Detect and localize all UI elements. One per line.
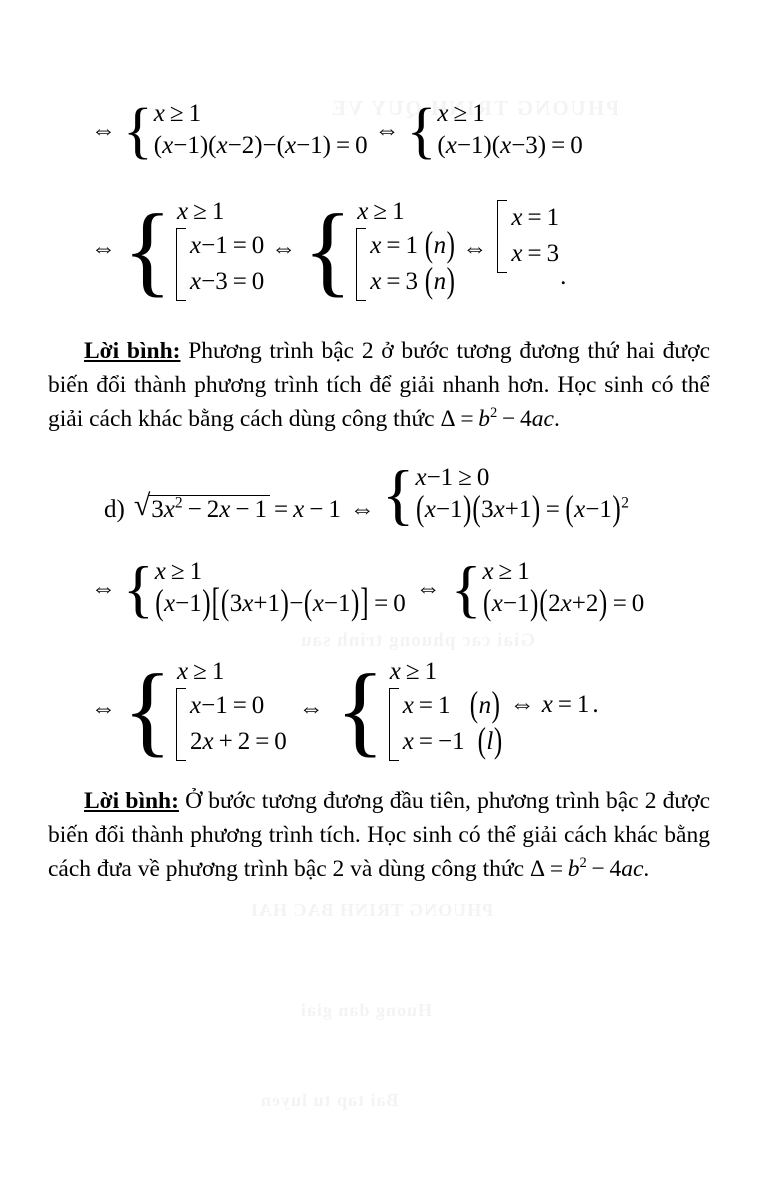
- system-3a: [381, 456, 629, 533]
- period: .: [560, 262, 567, 290]
- iff-symbol-8: ⇔: [415, 574, 441, 602]
- system-row: x−1 ≥ 0: [415, 464, 490, 491]
- radical-icon: √: [133, 488, 151, 522]
- system-4a: [123, 553, 406, 625]
- system-2a: [123, 193, 265, 307]
- bracket-row: x−1 = 0: [189, 232, 265, 259]
- system-row: (x−1)(2x+2) = 0: [482, 583, 645, 623]
- bracket-row: x−1 = 0: [189, 692, 265, 719]
- bracket-row: 2x + 2 = 0: [189, 728, 287, 756]
- delta-formula: $\Delta = b^2 - 4ac$: [440, 405, 554, 432]
- comment-text-tail: .: [643, 856, 650, 882]
- delta-formula: $\Delta = b^2 - 4ac$: [529, 855, 644, 882]
- equation-block-5: [84, 653, 599, 767]
- comment-paragraph-1: [48, 334, 710, 436]
- bracket-bar: [356, 228, 366, 301]
- equation-block-1: [84, 96, 583, 165]
- system-row: x ≥ 1: [389, 658, 438, 685]
- system-2b: [303, 193, 455, 307]
- or-bracket: [353, 225, 455, 302]
- system-1b: [406, 96, 583, 165]
- comment-paragraph-2: [48, 784, 710, 886]
- iff-symbol-4: ⇔: [271, 234, 297, 262]
- equation-block-3: [104, 456, 629, 533]
- comment-text: Ở bước tương đương đầu tiên, phương trình bậc 2 được biến đổi thành phương trình tích. Học sinh có thể giải cách khác bằng cách đưa về phương trình bậc 2 và dùng công thức: [48, 788, 711, 882]
- system-5a: [123, 653, 287, 767]
- bracket-bar: [389, 688, 399, 761]
- equation-block-2: [84, 193, 567, 307]
- brace-icon: {: [450, 553, 482, 625]
- equation-block-4: [84, 553, 645, 625]
- brace-icon: {: [381, 456, 415, 533]
- brace-icon: {: [123, 193, 172, 307]
- brace-icon: {: [123, 553, 154, 625]
- iff-symbol-1: ⇔: [91, 116, 116, 144]
- bracket-bar: [176, 228, 186, 301]
- bracket-row: x = −1 (l): [402, 721, 503, 762]
- system-row: (x−1)[(3x+1)−(x−1)] = 0: [155, 582, 406, 625]
- comment-text: Phương trình bậc 2 ở bước tương đương thứ hai được biến đổi thành phương trình tích để giải nhanh hơn. Học sinh có thể giải cách khác bằng cách dùng công thức: [48, 338, 710, 432]
- bleed-through-text: [250, 900, 493, 921]
- iff-symbol-10: ⇔: [298, 694, 324, 722]
- item-label-d: d): [104, 496, 125, 523]
- bracket-row: x−3 = 0: [189, 268, 265, 296]
- brace-icon: {: [335, 653, 385, 767]
- iff-symbol-2: ⇔: [374, 116, 400, 144]
- comment-label: Lời bình:: [84, 338, 181, 364]
- iff-symbol-7: ⇔: [91, 574, 116, 602]
- bracket-row: x = 1: [511, 204, 560, 231]
- system-5b: [335, 653, 503, 767]
- brace-icon: {: [123, 96, 153, 165]
- brace-icon: {: [123, 653, 172, 767]
- iff-symbol-6: ⇔: [349, 496, 375, 523]
- square-root: [133, 488, 270, 523]
- system-row: x ≥ 1: [153, 100, 202, 127]
- brace-icon: {: [406, 96, 437, 165]
- iff-symbol-11: ⇔: [509, 691, 535, 718]
- bracket-row: x = 3: [511, 240, 560, 268]
- bracket-bar: [497, 200, 507, 273]
- final-solution: x = 1 .: [541, 691, 599, 718]
- bracket-row: x = 1 (n): [370, 225, 455, 265]
- iff-symbol-5: ⇔: [462, 234, 488, 262]
- comment-text-tail: .: [553, 406, 560, 432]
- system-row: (x−1)(x−3) = 0: [437, 132, 583, 159]
- equation-rhs: = x − 1: [273, 496, 341, 523]
- system-row: x ≥ 1: [437, 100, 485, 127]
- system-row: x ≥ 1: [357, 198, 405, 225]
- bracket-row: x = 1 (n): [402, 685, 500, 725]
- bracket-bar: [176, 688, 186, 761]
- brace-icon: {: [303, 193, 353, 307]
- system-row: x ≥ 1: [176, 658, 225, 685]
- or-bracket: [173, 228, 264, 301]
- system-row: x ≥ 1: [154, 558, 203, 585]
- iff-symbol-3: ⇔: [91, 234, 116, 262]
- system-row: $(x-1)(3x+1) = (x-1)^2$: [415, 489, 629, 529]
- radicand: $3x^2 - 2x - 1$: [149, 495, 270, 523]
- system-row: x ≥ 1: [176, 198, 225, 225]
- or-bracket: [173, 688, 287, 761]
- bleed-through-text: [260, 1090, 399, 1111]
- comment-label: Lời bình:: [84, 788, 179, 814]
- system-row: x ≥ 1: [482, 558, 530, 585]
- system-row: (x−1)(x−2)−(x−1) = 0: [153, 132, 368, 159]
- iff-symbol-9: ⇔: [91, 694, 116, 722]
- bleed-through-text: [300, 1000, 432, 1021]
- bleed-through-text: [300, 630, 535, 652]
- system-1a: [123, 96, 368, 165]
- solution-bracket: [494, 200, 559, 273]
- bracket-row: x = 3 (n): [370, 261, 455, 302]
- system-4b: [450, 553, 645, 625]
- or-bracket: [386, 685, 503, 762]
